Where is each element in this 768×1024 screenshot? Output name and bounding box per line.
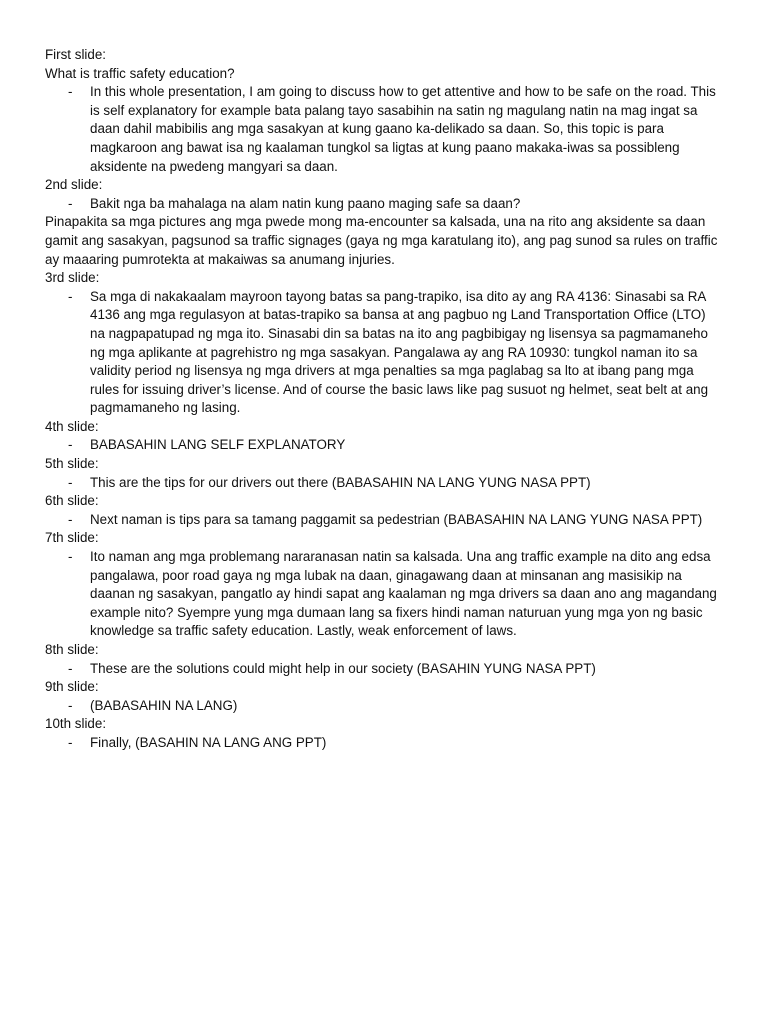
bullet-item [45,436,725,455]
slide-heading: 5th slide: [45,456,99,472]
bullet-dash: - [68,288,73,304]
bullet-dash: - [68,195,73,211]
slide-heading: 6th slide: [45,493,99,509]
bullet-dash: - [68,697,73,713]
bullet-item [45,697,725,716]
slide-heading: 10th slide: [45,716,107,732]
bullet-text: (BABASAHIN NA LANG) [90,697,238,713]
bullet-item [45,288,725,418]
bullet-item [45,511,725,530]
slide-heading: 9th slide: [45,679,99,695]
slide-heading: 2nd slide: [45,177,103,193]
bullet-dash: - [68,84,73,100]
slide-heading: 4th slide: [45,418,99,434]
bullet-item [45,548,725,641]
bullet-text: This are the tips for our drivers out there (BABASAHIN NA LANG YUNG NASA PPT) [90,474,591,490]
bullet-dash: - [68,734,73,750]
slide-heading: First slide: [45,47,107,62]
bullet-text: Sa mga di nakakaalam mayroon tayong batas sa pang-trapiko, isa dito ay ang RA 4136: Sinasabi sa RA 4136 ang mga regulasyon at batas-trapiko sa bansa at ang pagbuo ng Land Transportation Office (LTO) na nagpapatupad ng mga ito. Sinasabi din sa batas na ito ang pagbibigay ng lisensya sa pagmamaneho ng mga aplikante at pagrehistro ng mga sasakyan. Pangalawa ay ang RA 10930: tungkol naman ito sa validity period ng lisensya ng mga drivers at mga penalties sa mga paglabag sa lto at ibang pang mga rules for issuing driver’s license. And of course the basic laws like pag susuot ng helmet, seat belt at ang pagmamaneho ng lasing. [90,288,709,416]
bullet-dash: - [68,660,73,676]
section-title: What is traffic safety education? [45,65,235,81]
bullet-text: These are the solutions could might help in our society (BASAHIN YUNG NASA PPT) [90,660,596,676]
bullet-text: Bakit nga ba mahalaga na alam natin kung paano maging safe sa daan? [90,195,521,211]
bullet-item [45,83,725,176]
document-page [45,46,725,753]
bullet-item [45,474,725,493]
bullet-item [45,195,725,214]
bullet-text: BABASAHIN LANG SELF EXPLANATORY [90,437,346,453]
slide-heading: 8th slide: [45,642,99,657]
bullet-item [45,734,725,753]
slide-heading: 7th slide: [45,530,99,546]
bullet-dash: - [68,549,73,565]
paragraph: Pinapakita sa mga pictures ang mga pwede mong ma-encounter sa kalsada, una na rito ang aksidente sa daan gamit ang sasakyan, pagsunod sa traffic signages (gaya ng mga karatulang ito), ang pag sunod sa rules on traffic ay maaaring pumrotekta at makaiwas sa anumang injuries. [45,214,718,267]
bullet-dash: - [68,437,73,453]
bullet-text: Finally, (BASAHIN NA LANG ANG PPT) [90,734,327,750]
bullet-item [45,660,725,679]
bullet-dash: - [68,474,73,490]
bullet-text: In this whole presentation, I am going to discuss how to get attentive and how to be safe on the road. This is self explanatory for example bata palang tayo sasabihin na satin ng magulang natin na mag ingat sa daan dahil mabibilis ang mga sasakyan at kung gaano ka-delikado sa daan. So, this topic is para magkaroon ang bawat isa ng kaalaman tungkol sa ligtas at kung paano makaka-iwas sa possibleng aksidente na pwedeng mangyari sa daan. [90,84,716,174]
bullet-text: Ito naman ang mga problemang nararanasan natin sa kalsada. Una ang traffic example na dito ang edsa pangalawa, poor road gaya ng mga lubak na daan, ginagawang daan at minsanan ang masisikip na daanan ng sasakyan, pangatlo ay hindi sapat ang kaalaman ng mga drivers sa daan ano ang magandang example nito? Syempre yung mga dumaan lang sa fixers hindi naman naturuan yung mga yon ng basic knowledge sa traffic safety education. Lastly, weak enforcement of laws. [90,549,717,639]
bullet-dash: - [68,511,73,527]
bullet-text: Next naman is tips para sa tamang paggamit sa pedestrian (BABASAHIN NA LANG YUNG NASA PPT) [90,511,703,527]
slide-heading: 3rd slide: [45,270,100,286]
